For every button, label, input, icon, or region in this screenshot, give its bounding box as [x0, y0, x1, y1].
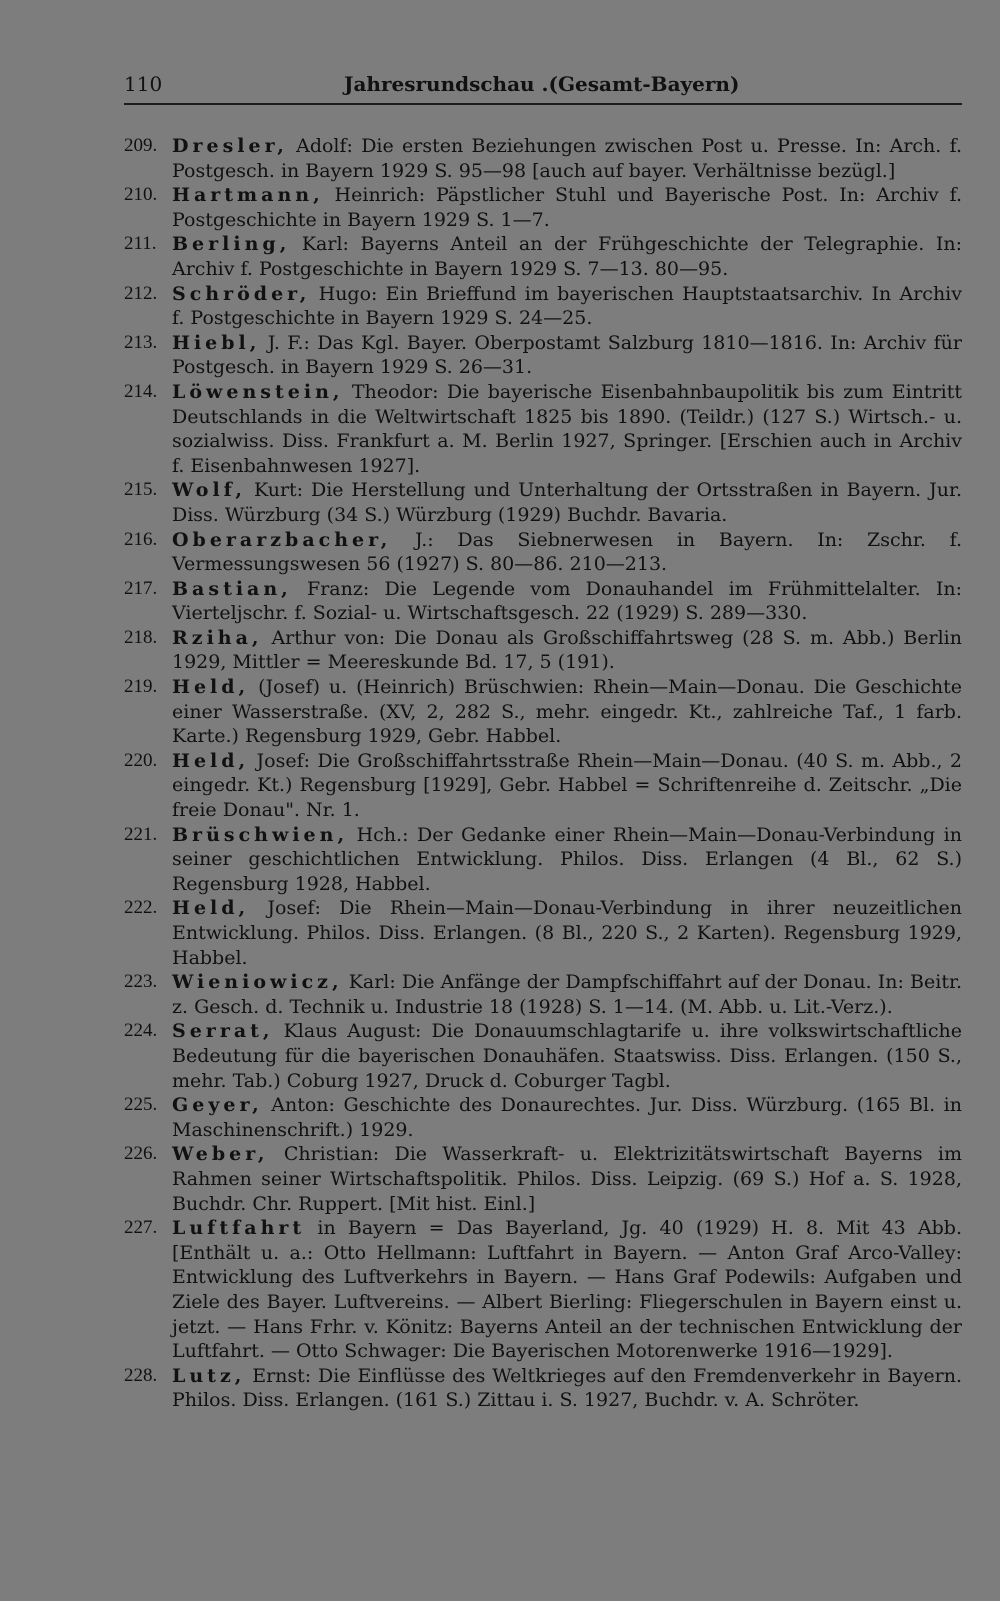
- entry-text: Anton: Geschichte des Donaurechtes. Jur. Diss. Würzburg. (165 Bl. in Maschinenschrift.) 1929.: [172, 1094, 962, 1141]
- entry-number: 215.: [124, 479, 158, 501]
- bibliography-entry: [124, 134, 962, 183]
- bibliography-entry: [124, 577, 962, 626]
- entry-text: Heinrich: Päpstlicher Stuhl und Bayerische Post. In: Archiv f. Postgeschichte in Bayern 1929 S. 1—7.: [172, 184, 962, 231]
- entry-author: Hartmann,: [172, 184, 324, 207]
- entry-text: Karl: Die Anfänge der Dampfschiffahrt auf der Donau. In: Beitr. z. Gesch. d. Technik u. Industrie 18 (1928) S. 1—14. (M. Abb. u. Lit.-Verz.).: [172, 971, 962, 1018]
- page-header: [124, 72, 962, 100]
- entry-number: 211.: [124, 233, 157, 255]
- entry-author: Bastian,: [172, 577, 292, 600]
- bibliography-entry: [124, 1093, 962, 1142]
- entry-text: J.: Das Siebnerwesen in Bayern. In: Zschr. f. Vermessungswesen 56 (1927) S. 80—86. 210—213.: [172, 528, 962, 576]
- entry-number: 220.: [124, 749, 158, 771]
- bibliography-entry: [124, 970, 962, 1019]
- entry-author: Rziha,: [172, 626, 263, 649]
- entry-text: Hch.: Der Gedanke einer Rhein—Main—Donau-Verbindung in seiner geschichtlichen Entwicklung. Philos. Diss. Erlangen (4 Bl., 62 S.) Regensburg 1928, Habbel.: [172, 823, 962, 895]
- entry-author: Berling,: [172, 233, 291, 256]
- entry-number: 217.: [124, 577, 158, 599]
- entry-author: Dresler,: [172, 135, 288, 157]
- entry-author: Serrat,: [172, 1020, 274, 1043]
- entry-number: 218.: [124, 626, 158, 648]
- bibliography-entry: [124, 749, 962, 823]
- entry-number: 223.: [124, 971, 158, 993]
- entry-text: Franz: Die Legende vom Donauhandel im Frühmittelalter. In: Vierteljschr. f. Sozial- u. Wirtschaftsgesch. 22 (1929) S. 289—330.: [172, 577, 962, 625]
- entry-text: Josef: Die Großschiffahrtsstraße Rhein—Main—Donau. (40 S. m. Abb., 2 eingedr. Kt.) Regensburg [1929], Gebr. Habbel = Schriftenreihe d. Zeitschr. „Die freie Donau". Nr. 1.: [172, 749, 962, 822]
- bibliography-entry: [124, 380, 962, 478]
- entry-text: in Bayern = Das Bayerland, Jg. 40 (1929) H. 8. Mit 43 Abb. [Enthält u. a.: Otto Hellmann: Luftfahrt in Bayern. — Anton Graf Arco-Valley: Entwicklung des Luftverkehrs in Bayern. — Hans Graf Podewils: Aufgaben und Ziele des Bayer. Luftvereins. — Albert Bierling: Fliegerschulen in Bayern einst u. jetzt. — Hans Frhr. v. Könitz: Bayerns Anteil an der technischen Entwicklung der Luftfahrt. — Otto Schwager: Die Bayerischen Motorenwerke 1916—1929].: [172, 1217, 962, 1363]
- entry-author: Held,: [172, 749, 250, 772]
- entry-text: Kurt: Die Herstellung und Unterhaltung der Ortsstraßen in Bayern. Jur. Diss. Würzburg (34 S.) Würzburg (1929) Buchdr. Bavaria.: [172, 479, 962, 526]
- entry-author: Wolf,: [172, 479, 247, 502]
- entry-text: Hugo: Ein Brieffund im bayerischen Hauptstaatsarchiv. In Archiv f. Postgeschichte in Bayern 1929 S. 24—25.: [172, 282, 962, 330]
- entry-text: Josef: Die Rhein—Main—Donau-Verbindung in ihrer neuzeitlichen Entwicklung. Philos. Diss. Erlangen. (8 Bl., 220 S., 2 Karten). Regensburg 1929, Habbel.: [172, 897, 962, 969]
- entry-author: Schröder,: [172, 282, 311, 305]
- page-number: 110: [124, 72, 163, 96]
- bibliography-entry: [124, 1216, 962, 1364]
- entry-author: Held,: [172, 897, 250, 920]
- entry-number: 224.: [124, 1020, 158, 1042]
- entry-text: Karl: Bayerns Anteil an der Frühgeschichte der Telegraphie. In: Archiv f. Postgeschichte in Bayern 1929 S. 7—13. 80—95.: [172, 233, 962, 280]
- bibliography-entry: [124, 675, 962, 749]
- header-rule: [124, 103, 962, 105]
- bibliography-entry: [124, 896, 962, 970]
- entry-author: Lutz,: [172, 1364, 246, 1387]
- entry-number: 216.: [124, 528, 158, 550]
- entry-number: 222.: [124, 897, 158, 919]
- entry-author: Wieniowicz,: [172, 971, 343, 994]
- entry-text: (Josef) u. (Heinrich) Brüschwien: Rhein—Main—Donau. Die Geschichte einer Wasserstraße. (XV, 2, 282 S., mehr. eingedr. Kt., zahlreiche Taf., 1 farb. Karte.) Regensburg 1929, Gebr. Habbel.: [172, 676, 962, 748]
- entry-author: Oberarzbacher,: [172, 528, 392, 551]
- running-title: Jahresrundschau .(Gesamt-Bayern): [344, 72, 740, 96]
- bibliography-entry: [124, 626, 962, 675]
- bibliography-entry: [124, 282, 962, 331]
- entry-author: Löwenstein,: [172, 380, 344, 403]
- entry-text: Adolf: Die ersten Beziehungen zwischen Post u. Presse. In: Arch. f. Postgesch. in Bayern 1929 S. 95—98 [auch auf bayer. Verhältnisse bezügl.]: [172, 135, 962, 182]
- entry-number: 225.: [124, 1094, 158, 1116]
- bibliography-entry: [124, 478, 962, 527]
- entry-number: 227.: [124, 1217, 158, 1239]
- bibliography-entry: [124, 528, 962, 577]
- entry-number: 226.: [124, 1143, 158, 1165]
- bibliography-entry: [124, 1364, 962, 1413]
- entry-text: Ernst: Die Einflüsse des Weltkrieges auf den Fremdenverkehr in Bayern. Philos. Diss. Erlangen. (161 S.) Zittau i. S. 1927, Buchdr. v. A. Schröter.: [172, 1364, 962, 1412]
- entry-number: 212.: [124, 282, 158, 304]
- bibliography-list: [124, 134, 962, 1413]
- entry-author: Luftfahrt: [172, 1217, 306, 1240]
- entry-number: 213.: [124, 331, 158, 353]
- entry-text: Arthur von: Die Donau als Großschiffahrtsweg (28 S. m. Abb.) Berlin 1929, Mittler = Meereskunde Bd. 17, 5 (191).: [172, 626, 962, 674]
- entry-number: 209.: [124, 135, 158, 156]
- entry-text: J. F.: Das Kgl. Bayer. Oberpostamt Salzburg 1810—1816. In: Archiv für Postgesch. in Bayern 1929 S. 26—31.: [172, 331, 962, 379]
- entry-text: Theodor: Die bayerische Eisenbahnbaupolitik bis zum Eintritt Deutschlands in die Weltwirtschaft 1825 bis 1890. (Teildr.) (127 S.) Wirtsch.- u. sozialwiss. Diss. Frankfurt a. M. Berlin 1927, Springer. [Erschien auch in Archiv f. Eisenbahnwesen 1927].: [172, 380, 962, 477]
- entry-author: Held,: [172, 676, 250, 699]
- bibliography-entry: [124, 823, 962, 897]
- entry-number: 214.: [124, 380, 158, 402]
- bibliography-entry: [124, 183, 962, 232]
- bibliography-entry: [124, 232, 962, 281]
- entry-author: Weber,: [172, 1143, 269, 1166]
- entry-text: Klaus August: Die Donauumschlagtarife u. ihre volkswirtschaftliche Bedeutung für die bayerischen Donauhäfen. Staatswiss. Diss. Erlangen. (150 S., mehr. Tab.) Coburg 1927, Druck d. Coburger Tagbl.: [172, 1020, 962, 1092]
- entry-number: 219.: [124, 676, 158, 698]
- entry-number: 210.: [124, 184, 158, 206]
- entry-number: 221.: [124, 823, 158, 845]
- bibliography-entry: [124, 1019, 962, 1093]
- entry-author: Hiebl,: [172, 331, 261, 354]
- entry-author: Geyer,: [172, 1094, 263, 1117]
- entry-number: 228.: [124, 1364, 158, 1386]
- bibliography-entry: [124, 1142, 962, 1216]
- entry-author: Brüschwien,: [172, 823, 349, 846]
- entry-text: Christian: Die Wasserkraft- u. Elektrizitätswirtschaft Bayerns im Rahmen seiner Wirtschaftspolitik. Philos. Diss. Leipzig. (69 S.) Hof a. S. 1928, Buchdr. Chr. Ruppert. [Mit hist. Einl.]: [172, 1143, 962, 1215]
- bibliography-entry: [124, 331, 962, 380]
